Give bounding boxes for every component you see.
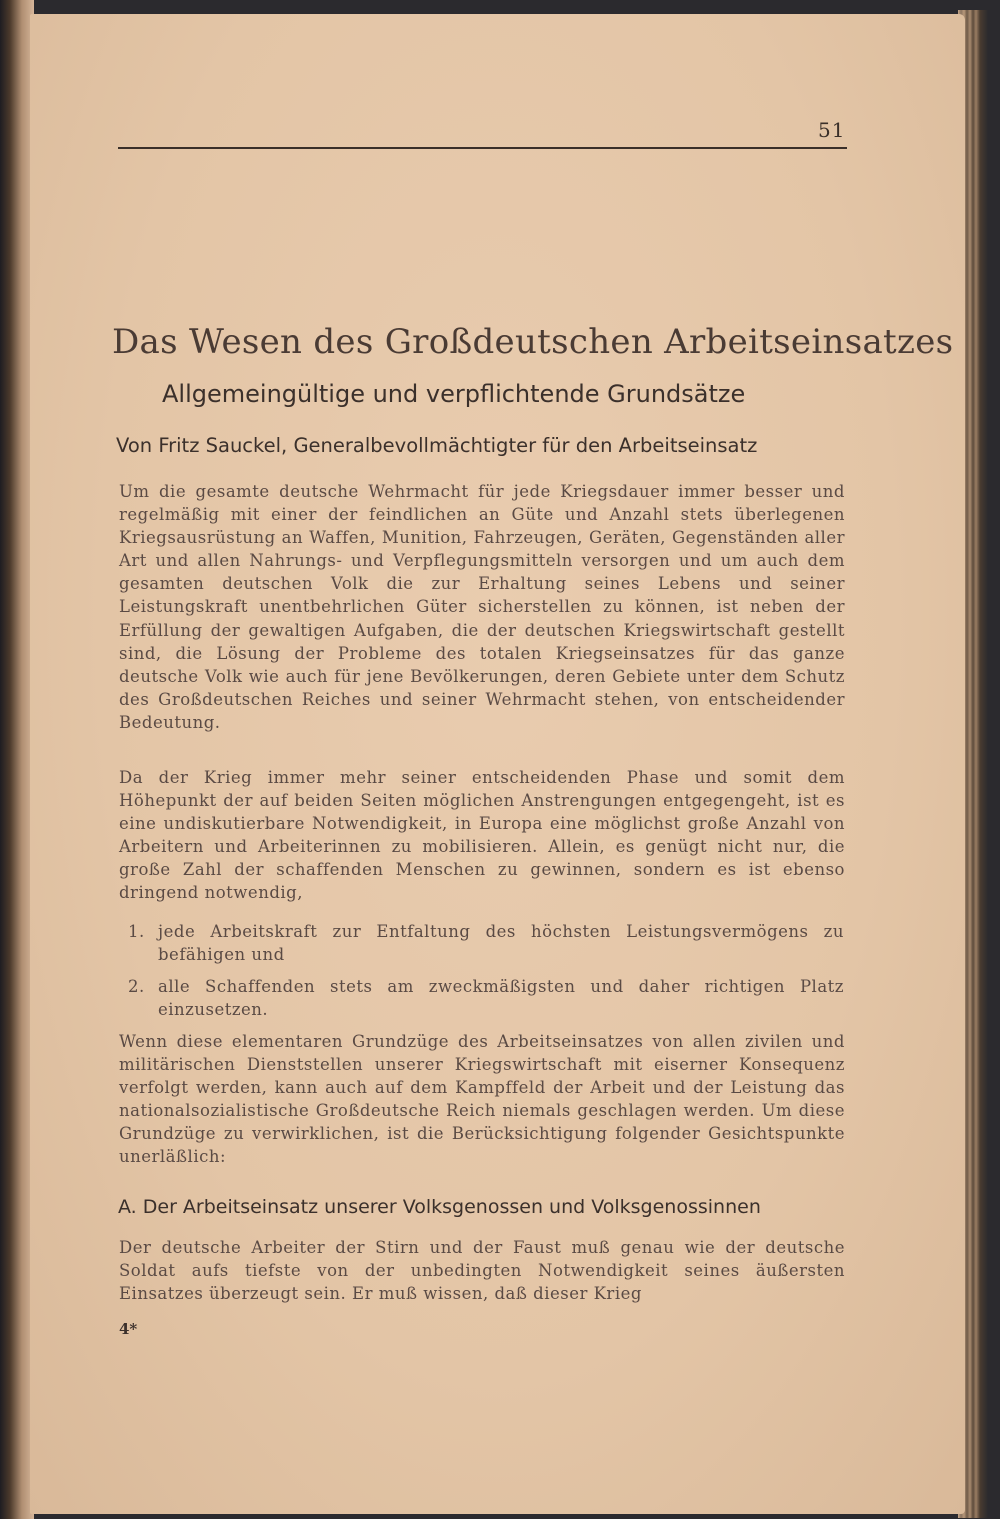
list-item-text: alle Schaffenden stets am zweckmäßigsten und daher richtigen Platz einzusetzen. bbox=[158, 977, 844, 1019]
binding-edge bbox=[0, 0, 34, 1519]
paragraph-3: Wenn diese elementaren Grundzüge des Arbeitseinsatzes von allen zivilen und militärischen Dienststellen unserer Kriegswirtschaft mit eiserner Konsequenz verfolgt werden, kann auch auf dem Kampffeld der Arbeit und der Leistung das nationalsozialistische Großdeutsche Reich niemals geschlagen werden. Um diese Grundzüge zu verwirklichen, ist die Berücksichtigung folgender Gesichtspunkte unerläßlich: bbox=[119, 1032, 845, 1167]
list-item-text: jede Arbeitskraft zur Entfaltung des höchsten Leistungsvermögens zu befähigen und bbox=[158, 922, 844, 964]
article-subtitle: Allgemeingültige und verpflichtende Grundsätze bbox=[162, 380, 746, 408]
list-item-2 bbox=[128, 975, 844, 1021]
paragraph-1: Um die gesamte deutsche Wehrmacht für jede Kriegsdauer immer besser und regelmäßig mit einer der feindlichen an Güte und Anzahl stets überlegenen Kriegsausrüstung an Waffen, Munition, Fahrzeugen, Geräten, Gegenständen aller Art und allen Nahrungs- und Verpflegungsmitteln versorgen und um auch dem gesamten deutschen Volk die zur Erhaltung seines Lebens und seiner Leistungskraft unentbehrlichen Güter sicherstellen zu können, ist neben der Erfüllung der gewaltigen Aufgaben, die der deutschen Kriegswirtschaft gestellt sind, die Lösung der Probleme des totalen Kriegseinsatzes für das ganze deutsche Volk wie auch für jene Bevölkerungen, deren Gebiete unter dem Schutz des Großdeutschen Reiches und seiner Wehrmacht stehen, von entscheidender Bedeutung. bbox=[119, 482, 845, 732]
paragraph-2: Da der Krieg immer mehr seiner entscheidenden Phase und somit dem Höhepunkt der auf beiden Seiten möglichen Anstrengungen entgegengeht, ist es eine undiskutierbare Notwendigkeit, in Europa eine möglichst große Anzahl von Arbeitern und Arbeiterinnen zu mobilisieren. Allein, es genügt nicht nur, die große Zahl der schaffenden Menschen zu gewinnen, sondern es ist ebenso dringend notwendig, bbox=[119, 768, 845, 903]
list-item-number: 2. bbox=[128, 977, 145, 996]
list-item-number: 1. bbox=[128, 922, 145, 941]
printer-signature-mark: 4* bbox=[119, 1320, 138, 1338]
article-byline: Von Fritz Sauckel, Generalbevollmächtigter für den Arbeitseinsatz bbox=[116, 434, 758, 457]
article-title: Das Wesen des Großdeutschen Arbeitseinsatzes bbox=[112, 322, 954, 362]
paragraph-4: Der deutsche Arbeiter der Stirn und der Faust muß genau wie der deutsche Soldat aufs tiefste von der unbedingten Notwendigkeit seines äußersten Einsatzes überzeugt sein. Er muß wissen, daß dieser Krieg bbox=[119, 1238, 845, 1304]
page-number: 51 bbox=[818, 118, 846, 142]
section-heading: A. Der Arbeitseinsatz unserer Volksgenossen und Volksgenossinnen bbox=[118, 1196, 761, 1218]
list-item-1 bbox=[128, 920, 844, 966]
header-rule bbox=[118, 147, 847, 149]
